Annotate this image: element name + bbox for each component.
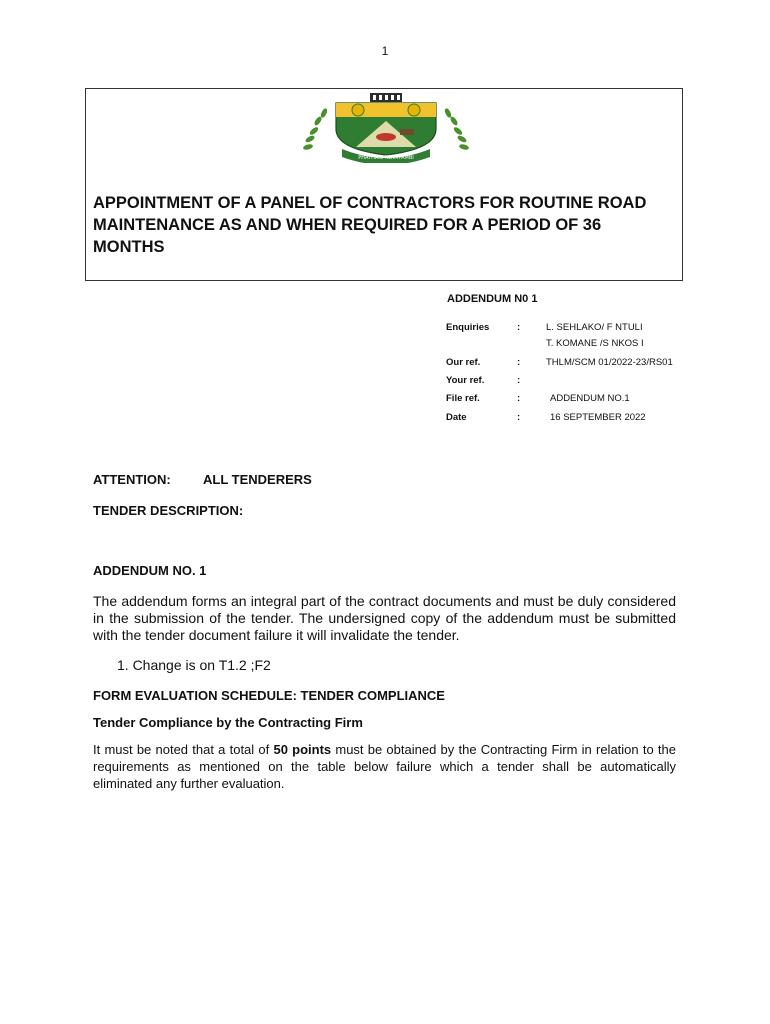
compliance-text-before: It must be noted that a total of (93, 742, 274, 757)
your-ref-label: Your ref. (446, 375, 485, 386)
tender-description-label: TENDER DESCRIPTION: (93, 503, 244, 518)
compliance-subheading: Tender Compliance by the Contracting Firm (93, 715, 363, 730)
attention-label: ATTENTION: (93, 472, 171, 487)
file-ref-value: ADDENDUM NO.1 (550, 393, 630, 404)
colon: : (517, 412, 521, 423)
compliance-points: 50 points (273, 742, 332, 757)
attention-value: ALL TENDERERS (203, 472, 312, 487)
crest-motto: PHATHANI NDIMPAMBI (358, 155, 414, 161)
date-value: 16 SEPTEMBER 2022 (550, 412, 646, 423)
title-box (85, 88, 683, 281)
our-ref-value: THLM/SCM 01/2022-23/RS01 (546, 357, 673, 368)
compliance-paragraph (93, 741, 676, 792)
our-ref-label: Our ref. (446, 357, 481, 368)
colon: : (517, 322, 521, 333)
date-label: Date (446, 412, 467, 423)
colon: : (517, 357, 521, 368)
colon: : (517, 375, 521, 386)
addendum-number-heading: ADDENDUM NO. 1 (93, 563, 207, 578)
attention-line (93, 472, 312, 487)
page-title: APPOINTMENT OF A PANEL OF CONTRACTORS FOR ROUTINE ROAD MAINTENANCE AS AND WHEN REQUIRED FOR A PERIOD OF 36 MONTHS (93, 194, 647, 256)
file-ref-label: File ref. (446, 393, 480, 404)
compliance-text-after: must be obtained by the Contracting Firm in relation to the requirements as mentioned on the table below failure which a tender shall be automatically eliminated any further evaluation. (93, 742, 676, 791)
change-list-item: 1. Change is on T1.2 ;F2 (117, 657, 271, 673)
enquiries-label: Enquiries (446, 322, 490, 333)
page-number: 1 (381, 44, 389, 58)
enquiries-value-line2: T. KOMANE /S NKOS I (546, 338, 644, 349)
enquiries-value-line1: L. SEHLAKO/ F NTULI (546, 322, 643, 333)
addendum-heading: ADDENDUM N0 1 (447, 293, 538, 305)
form-evaluation-heading: FORM EVALUATION SCHEDULE: TENDER COMPLIANCE (93, 688, 445, 703)
municipal-crest-logo (294, 91, 478, 163)
intro-paragraph: The addendum forms an integral part of the contract documents and must be duly considered in the submission of the tender. The undersigned copy of the addendum must be submitted with the tender document failure it will invalidate the tender. (93, 593, 676, 643)
colon: : (517, 393, 521, 404)
